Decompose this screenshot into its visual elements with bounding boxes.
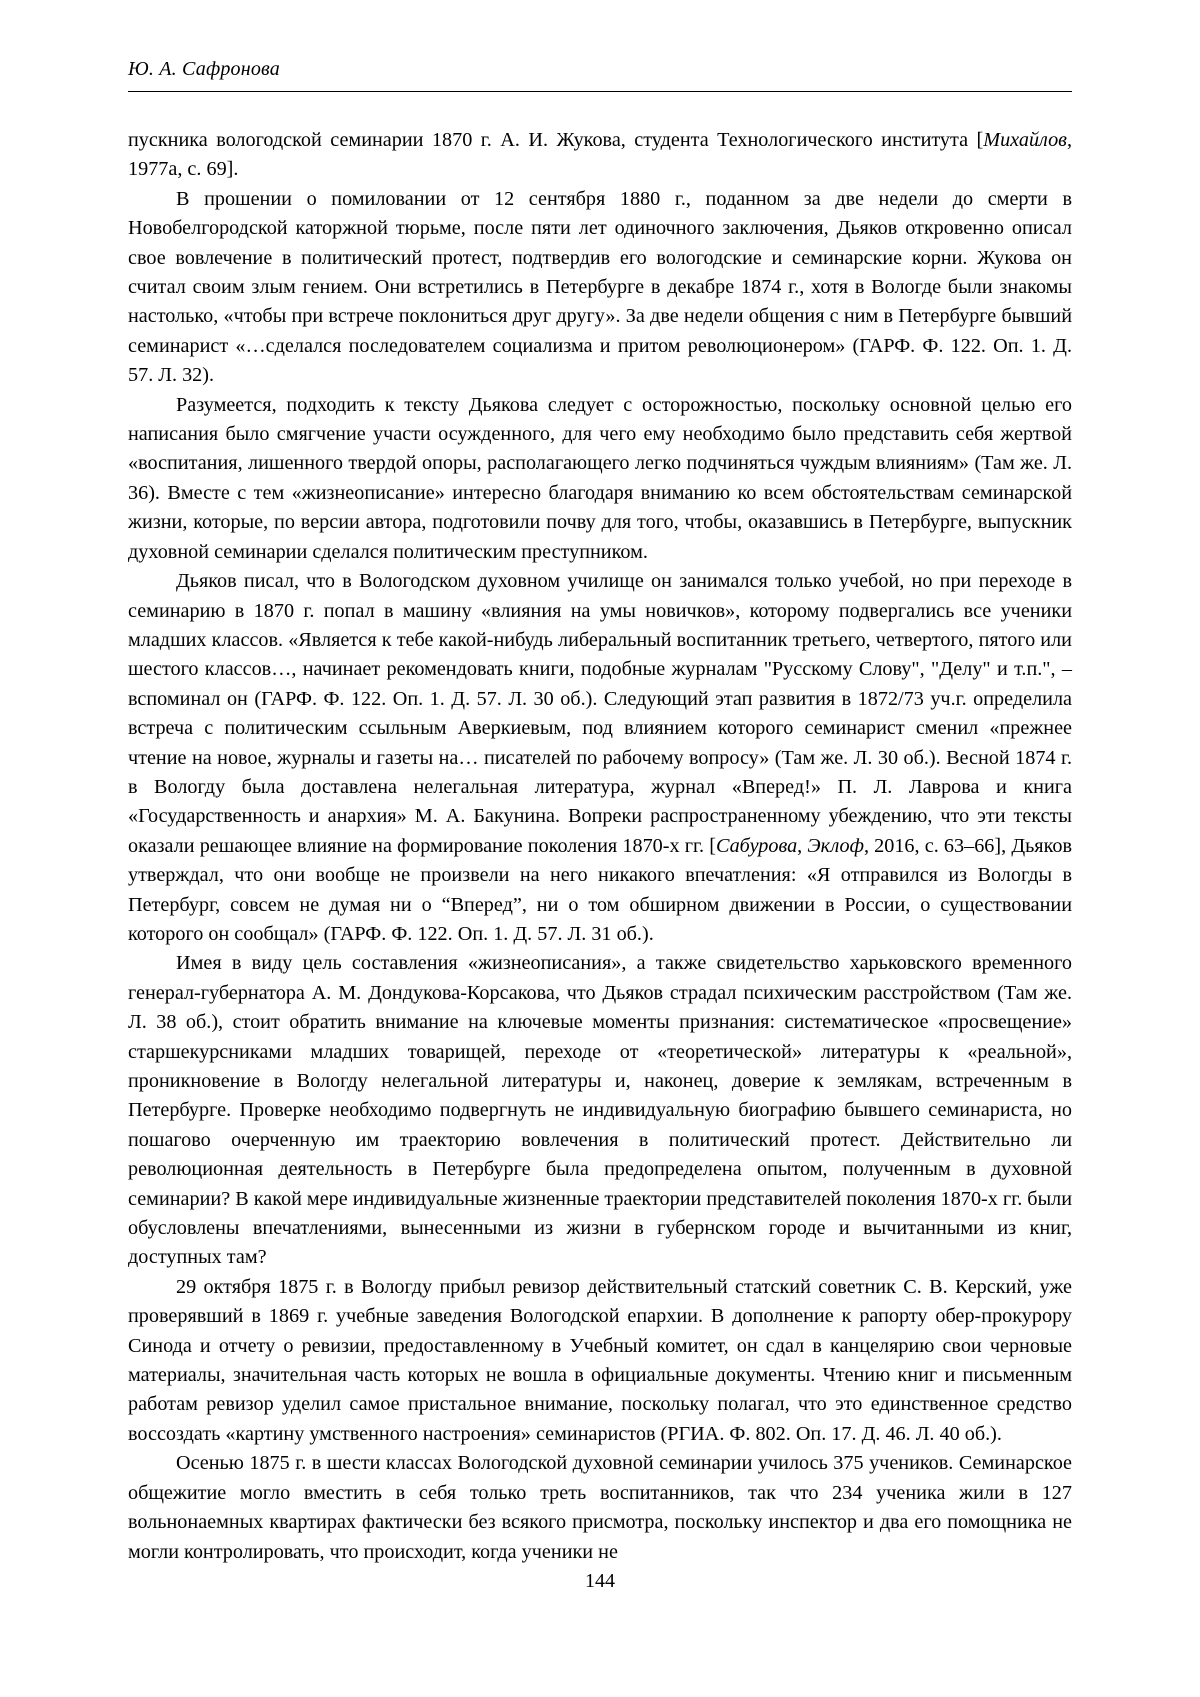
paragraph: Дьяков писал, что в Вологодском духовном училище он занимался только учебой, но при переходе в семинарию в 1870 г. попал в машину «влияния на умы новичков», которому подвергались все ученики младших классов. «Является к тебе какой-нибудь либеральный воспитанник третьего, четвертого, пятого или шестого классов…, начинает рекомендовать книги, подобные журналам "Русскому Слову", "Делу" и т.п.", – вспоминал он (ГАРФ. Ф. 122. Оп. 1. Д. 57. Л. 30 об.). Следующий этап развития в 1872/73 уч.г. определила встреча с политическим ссыльным Аверкиевым, под влиянием которого семинарист сменил «прежнее чтение на новое, журналы и газеты на… писателей по рабочему вопросу» (Там же. Л. 30 об.). Весной 1874 г. в Вологду была доставлена нелегальная литература, журнал «Вперед!» П. Л. Лаврова и книга «Государственность и анархия» М. А. Бакунина. Вопреки распространенному убеждению, что эти тексты оказали решающее влияние на формирование поколения 1870-х гг. [Сабурова, Эклоф, 2016, с. 63–66], Дьяков утверждал, что они вообще не произвели на него никакого впечатления: «Я отправился из Вологды в Петербург, совсем не думая ни о “Вперед”, ни о том обширном движении в России, о существовании которого он сообщал» (ГАРФ. Ф. 122. Оп. 1. Д. 57. Л. 31 об.).: [128, 570, 1073, 945]
paragraph: В прошении о помиловании от 12 сентября 1880 г., поданном за две недели до смерти в Новобелгородской каторжной тюрьме, после пяти лет одиночного заключения, Дьяков откровенно описал свое вовлечение в политический протест, подтвердив его вологодские и семинарские корни. Жукова он считал своим злым гением. Они встретились в Петербурге в декабре 1874 г., хотя в Вологде были знакомы настолько, «чтобы при встрече поклониться друг другу». За две недели общения с ним в Петербурге бывший семинарист «…сделался последователем социализма и притом революционером» (ГАРФ. Ф. 122. Оп. 1. Д. 57. Л. 32).: [128, 187, 1072, 387]
paragraph: Разумеется, подходить к тексту Дьякова следует с осторожностью, поскольку основной целью его написания было смягчение участи осужденного, для чего ему необходимо было представить себя жертвой «воспитания, лишенного твердой опоры, располагающего легко подчиняться чуждым влияниям» (Там же. Л. 36). Вместе с тем «жизнеописание» интересно благодаря вниманию ко всем обстоятельствам семинарской жизни, которые, по версии автора, подготовили почву для того, чтобы, оказавшись в Петербурге, выпускник духовной семинарии сделался политическим преступником.: [128, 393, 1072, 563]
paragraph: Имея в виду цель составления «жизнеописания», а также свидетельство харьковского временного генерал-губернатора А. М. Дондукова-Корсакова, что Дьяков страдал психическим расстройством (Там же. Л. 38 об.), стоит обратить внимание на ключевые моменты признания: систематическое «просвещение» старшекурсниками младших товарищей, переходе от «теоретической» литературы к «реальной», проникновение в Вологду нелегальной литературы и, наконец, доверие к землякам, встреченным в Петербурге. Проверке необходимо подвергнуть не индивидуальную биографию бывшего семинариста, но пошагово очерченную им траекторию вовлечения в политический протест. Действительно ли революционная деятельность в Петербурге была предопределена опытом, полученным в духовной семинарии? В какой мере индивидуальные жизненные траектории представителей поколения 1870-х гг. были обусловлены впечатлениями, вынесенными из жизни в губернском городе и вычитанными из книг, доступных там?: [128, 952, 1073, 1269]
paragraph: пускника вологодской семинарии 1870 г. А. И. Жукова, студента Технологического института [Михайлов, 1977а, с. 69].: [128, 129, 1072, 181]
citation-author: Сабурова: [715, 834, 798, 857]
article-body: [128, 126, 1072, 1567]
paragraph: Осенью 1875 г. в шести классах Вологодской духовной семинарии училось 375 учеников. Семинарское общежитие могло вместить в себя только треть воспитанников, так что 234 ученика жили в 127 вольнонаемных квартирах фактически без всякого присмотра, поскольку инспектор и два его помощника не могли контролировать, что происходит, когда ученики не: [128, 1452, 1072, 1563]
header-divider: [128, 91, 1072, 92]
paragraph: 29 октября 1875 г. в Вологду прибыл ревизор действительный статский советник С. В. Керский, уже проверявший в 1869 г. учебные заведения Вологодской епархии. В дополнение к рапорту обер-прокурору Синода и отчету о ревизии, предоставленному в Учебный комитет, он сдал в канцелярию свои черновые материалы, значительная часть которых не вошла в официальные документы. Чтению книг и письменным работам ревизор уделил самое пристальное внимание, поскольку полагал, что это единственное средство воссоздать «картину умственного настроения» семинаристов (РГИА. Ф. 802. Оп. 17. Д. 46. Л. 40 об.).: [128, 1275, 1072, 1445]
running-head: Ю. А. Сафронова: [128, 58, 281, 80]
citation-author: Эклоф: [807, 834, 864, 857]
citation-author: Михайлов: [983, 129, 1067, 151]
page-number: 144: [585, 1570, 615, 1592]
